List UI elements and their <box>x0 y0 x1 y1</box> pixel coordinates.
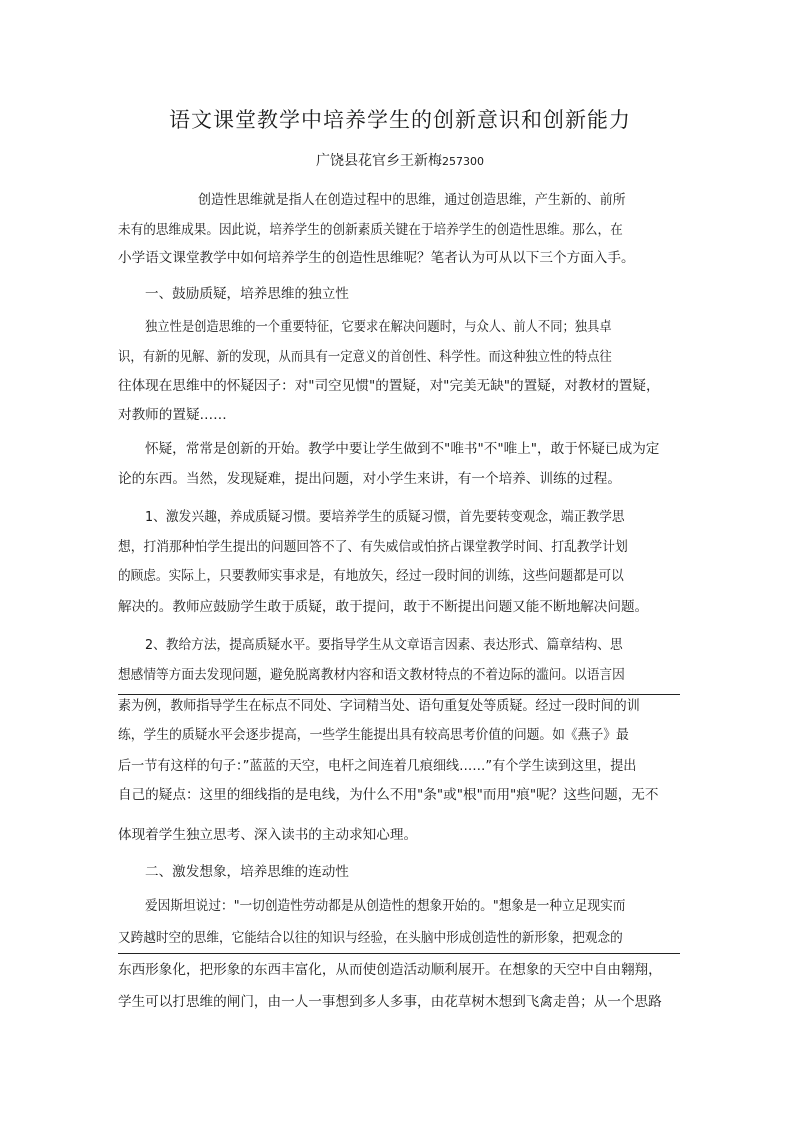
text-line: 1、激发兴趣，养成质疑习惯。要培养学生的质疑习惯，首先要转变观念，端正教学思 <box>145 509 625 525</box>
text-line: 学生可以打思维的闸门，由一人一事想到多人多事，由花草树木想到飞禽走兽；从一个思路 <box>118 994 662 1010</box>
text-line: 东西形象化，把形象的东西丰富化，从而使创造活动顺利展开。在想象的天空中自由翱翔， <box>118 962 662 978</box>
horizontal-rule <box>118 953 680 954</box>
text-line: 识，有新的见解、新的发现，从而具有一定意义的首创性、科学性。而这种独立性的特点往 <box>118 349 612 365</box>
text-line: 对教师的置疑…… <box>118 407 227 423</box>
text-line: 的顾虑。实际上，只要教师实事求是，有地放矢，经过一段时间的训练，这些问题都是可以 <box>118 568 624 584</box>
author-zip: 257300 <box>442 155 484 168</box>
text-line: 又跨越时空的思维，它能结合以往的知识与经验，在头脑中形成创造性的新形象，把观念的 <box>118 930 623 946</box>
text-line: 二、激发想象，培养思维的连动性 <box>145 864 349 880</box>
text-line: 小学语文课堂教学中如何培养学生的创造性思维呢？笔者认为可从以下三个方面入手。 <box>118 250 635 266</box>
horizontal-rule <box>118 694 680 695</box>
text-line: 爱因斯坦说过："一切创造性劳动都是从创造性的想象开始的。"想象是一种立足现实而 <box>145 898 626 914</box>
text-line: 自己的疑点：这里的细线指的是电线，为什么不用"条"或"根"而用"痕"呢？这些问题，无不 <box>118 787 659 803</box>
author-name: 广饶县花官乡王新梅 <box>316 153 442 169</box>
text-line: 体现着学生独立思考、深入读书的主动求知心理。 <box>118 827 418 843</box>
page-title: 语文课堂教学中培养学生的创新意识和创新能力 <box>169 108 631 132</box>
text-line: 素为例，教师指导学生在标点不同处、字词精当处、语句重复处等质疑。经过一段时间的训 <box>118 698 640 714</box>
author-line <box>0 150 800 170</box>
text-line: 论的东西。当然，发现疑难，提出问题，对小学生来讲，有一个培养、训练的过程。 <box>118 471 621 487</box>
text-line: 未有的思维成果。因此说，培养学生的创新素质关键在于培养学生的创造性思维。那么，在 <box>118 222 623 238</box>
text-line: 怀疑，常常是创新的开始。教学中要让学生做到不"唯书"不"唯上"，敢于怀疑已成为定 <box>145 441 660 457</box>
text-line: 独立性是创造思维的一个重要特征，它要求在解决问题时，与众人、前人不同；独具卓 <box>145 319 612 335</box>
text-line: 想，打消那种怕学生提出的问题回答不了、有失威信或怕挤占课堂教学时间、打乱教学计划 <box>118 539 628 555</box>
text-line: 后一节有这样的句子：”蓝蓝的天空，电杆之间连着几痕细线……”有个学生读到这里，提出 <box>118 758 637 774</box>
text-line: 往体现在思维中的怀疑因子：对"司空见惯"的置疑，对"完美无缺"的置疑，对教材的置疑， <box>118 378 660 394</box>
text-line: 创造性思维就是指人在创造过程中的思维，通过创造思维，产生新的、前所 <box>198 192 626 208</box>
text-line: 练，学生的质疑水平会逐步提高，一些学生能提出具有较高思考价值的问题。如《燕子》最 <box>118 727 629 743</box>
text-line: 2、教给方法，提高质疑水平。要指导学生从文章语言因素、表达形式、篇章结构、思 <box>145 637 623 653</box>
text-line: 一、鼓励质疑，培养思维的独立性 <box>145 286 349 302</box>
text-line: 想感情等方面去发现问题，避免脱离教材内容和语文教材特点的不着边际的滥问。以语言因 <box>118 667 625 683</box>
text-line: 解决的。教师应鼓励学生敢于质疑，敢于提问，敢于不断提出问题又能不断地解决问题。 <box>118 599 649 615</box>
